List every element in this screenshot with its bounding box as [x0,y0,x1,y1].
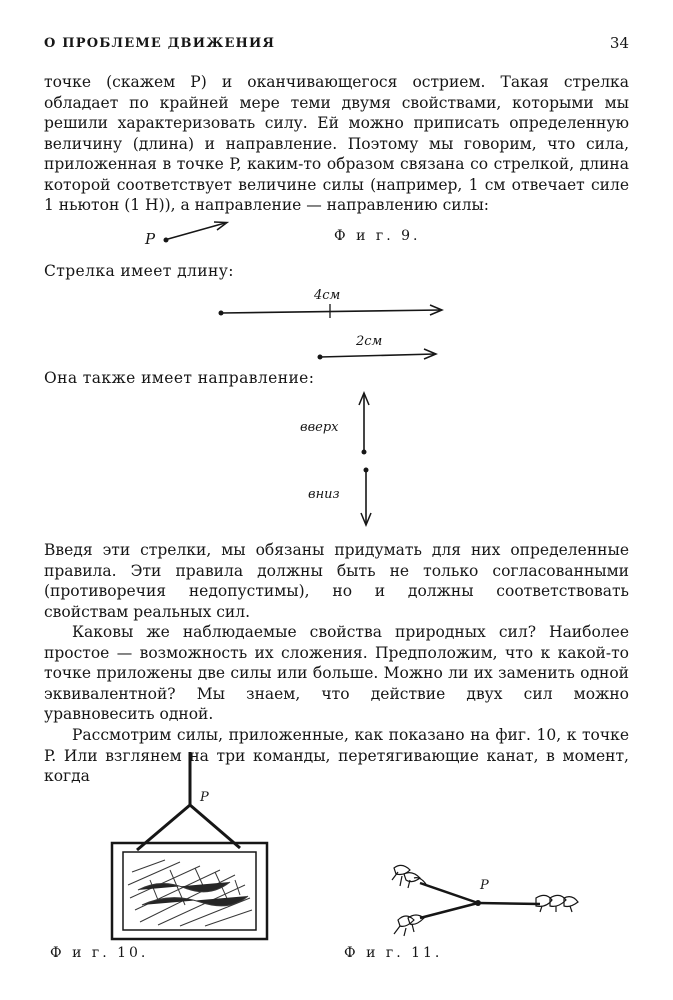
paragraph-rules: Введя эти стрелки, мы обязаны придумать для них определенные правила. Эти правила должны быть не только согласованными (противоречия недопустимы), но и должны соответствовать свойствам реальных сил. [44,541,629,621]
paragraph-properties: Каковы же наблюдаемые свойства природных сил? Наиболее простое — возможность их сложения. Предположим, что к какой-то точке приложены две силы или больше. Можно ли их заменить одной эквивалентной? Мы знаем, что действие двух сил можно уравновесить одной. [44,623,629,723]
fig10-label: Ф и г. 10. [50,945,149,961]
long-arrow-label: 4см [314,288,341,303]
fig9-point-label: P [145,230,156,248]
down-arrow-label: вниз [308,487,340,502]
fig10-point-label: P [200,790,209,805]
fig11-rope-lower [420,903,478,918]
paragraph-fig10-ref: Рассмотрим силы, приложенные, как показано на фиг. 10, к точке P. Или взглянем на три команды, перетягивающие канат, в момент, когда [44,726,629,785]
caption-length: Стрелка имеет длину: [44,262,234,280]
page-number: 34 [609,34,629,52]
fig11-rope-right [478,903,540,904]
caption-direction: Она также имеет направление: [44,369,315,387]
up-arrow-label: вверх [300,420,339,435]
fig11-team-lower-left [394,915,424,936]
fig11-rope-upper [420,883,478,903]
paragraph-intro: точке (скажем P) и оканчивающегося острием. Такая стрелка обладает по крайней мере теми двумя свойствами, которыми мы решили характеризовать силу. Ей можно приписать определенную величину (длина) и направление. Поэтому мы говорим, что сила, приложенная в точке P, каким-то образом связана со стрелкой, длина которой соответствует величине силы (например, 1 см отвечает силе 1 ньютон (1 Н)), а направление — направлению силы: [44,73,629,214]
fig11-point-label: P [480,878,489,893]
fig11-label: Ф и г. 11. [344,945,443,961]
fig11-team-right [536,895,578,912]
running-title: О ПРОБЛЕМЕ ДВИЖЕНИЯ [44,36,276,51]
fig9-label: Ф и г. 9. [334,228,421,244]
short-arrow-label: 2см [356,334,383,349]
fig11-point [475,900,481,906]
